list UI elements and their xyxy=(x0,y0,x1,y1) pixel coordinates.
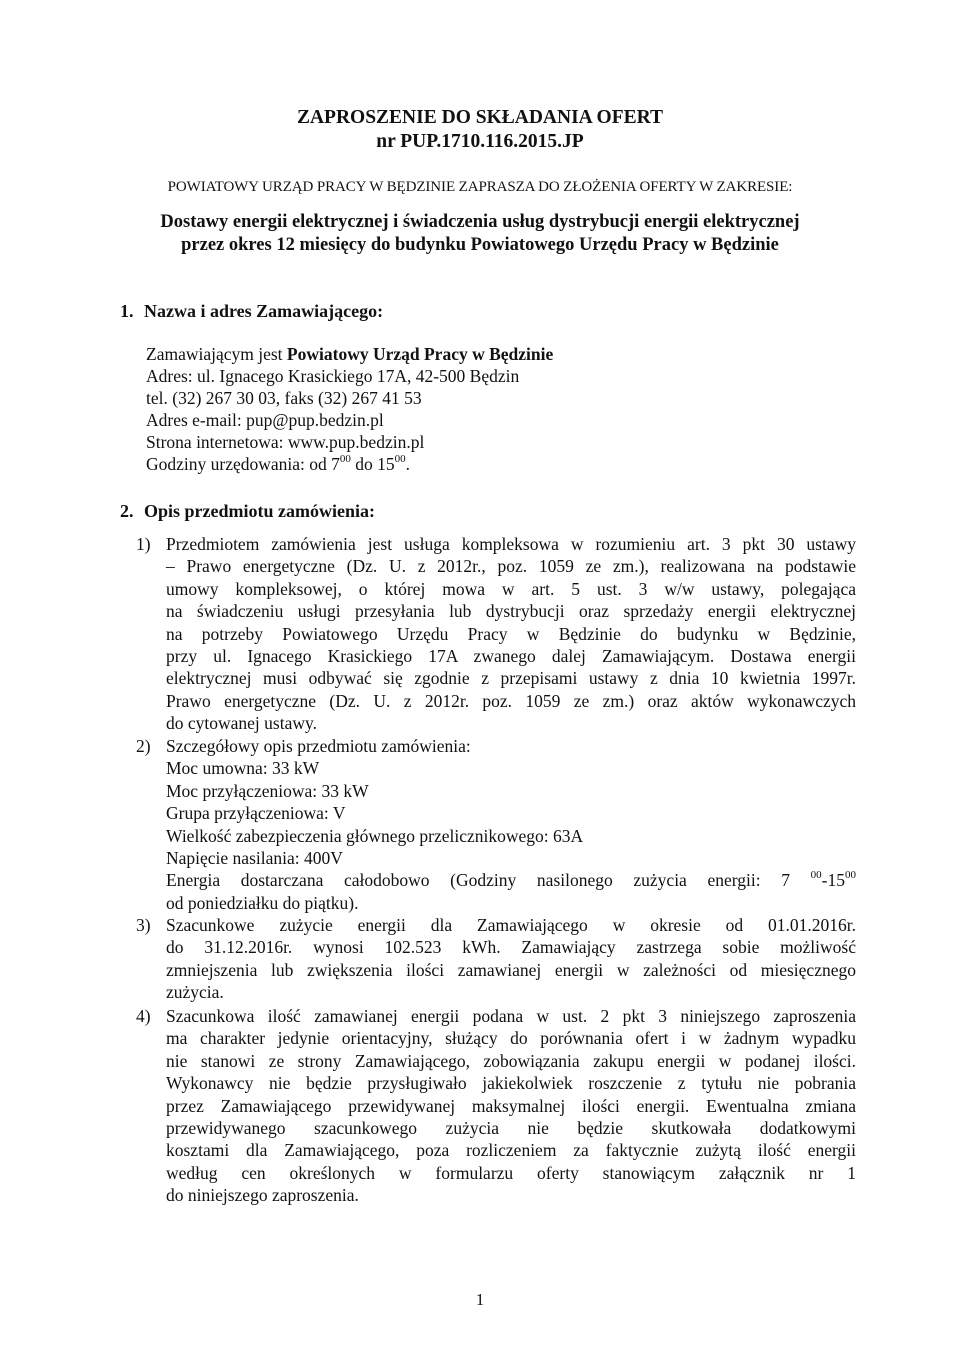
list-item-4-line: przez Zamawiającego przewidywanej maksymalnej ilości energii. Ewentualna zmiana xyxy=(166,1095,856,1116)
list-item-1-line: przy ul. Ignacego Krasickiego 17A zwanego dalej Zamawiającym. Dostawa energii xyxy=(166,646,856,667)
energy-hours-line xyxy=(166,869,856,891)
list-item-2-line: Szczegółowy opis przedmiotu zamówienia: xyxy=(166,736,471,756)
client-phone: tel. (32) 267 30 03, faks (32) 267 41 53 xyxy=(146,388,422,408)
scope-line-1: Dostawy energii elektrycznej i świadczenia usług dystrybucji energii elektrycznej xyxy=(160,212,800,232)
list-item-3-line: do 31.12.2016r. wynosi 102.523 kWh. Zamawiający zastrzega sobie możliwość xyxy=(166,937,856,958)
list-item-4-line: według cen określonych w formularzu oferty stanowiącym załącznik nr 1 xyxy=(166,1162,856,1183)
office-hours-prefix: Godziny urzędowania: od 7 xyxy=(146,454,340,474)
section-1-title: Nazwa i adres Zamawiającego: xyxy=(144,301,384,321)
list-item-2-line: Moc umowna: 33 kW xyxy=(166,758,320,779)
section-1-number: 1. xyxy=(120,301,134,321)
list-item-2-line: Napięcie nasilania: 400V xyxy=(166,848,343,869)
list-item-2-line: Wielkość zabezpieczenia głównego przelicznikowego: 63A xyxy=(166,825,584,846)
list-item-1-number: 1) xyxy=(136,534,151,554)
energy-hours-from-sup: 00 xyxy=(810,869,822,882)
list-item-2-line: od poniedziałku do piątku). xyxy=(166,892,359,913)
client-address: Adres: ul. Ignacego Krasickiego 17A, 42-500 Będzin xyxy=(146,366,520,386)
list-item-2 xyxy=(136,735,856,914)
section-2-heading xyxy=(120,500,375,522)
list-item-4-line: przewidywanego szacunkowego zużycia nie będzie skutkowała dodatkowymi xyxy=(166,1118,856,1139)
list-item-4-line: ma charakter jedynie orientacyjny, służący do porównania ofert i w żadnym wypadku xyxy=(166,1028,856,1049)
list-item-1-line: umowy kompleksowej, o której mowa w art. 5 ust. 3 w/w ustawy, polegająca xyxy=(166,578,856,599)
client-line xyxy=(146,343,553,365)
list-item-3-line: zużycia. xyxy=(166,982,224,1003)
list-item-1-line: do cytowanej ustawy. xyxy=(166,713,317,734)
office-hours xyxy=(146,453,410,475)
office-hours-to-sup: 00 xyxy=(394,453,406,465)
office-hours-from-sup: 00 xyxy=(339,453,351,465)
energy-hours-to-sup: 00 xyxy=(845,869,856,882)
list-item-4-line: kosztami dla Zamawiającego, poza rozliczeniem za faktycznie zużytą ilość energii xyxy=(166,1140,856,1161)
energy-hours-to: -15 xyxy=(821,870,845,891)
document-number: nr PUP.1710.116.2015.JP xyxy=(376,131,584,152)
list-item-4-line: nie stanowi ze strony Zamawiającego, zobowiązania zakupu energii w podanej ilości. xyxy=(166,1050,856,1071)
list-item-1-line: elektrycznej musi odbywać się zgodnie z przepisami ustawy z dnia 10 kwietnia 1997r. xyxy=(166,668,856,689)
list-item-4 xyxy=(136,1005,856,1207)
list-item-1-line: na świadczeniu usługi przesyłania lub dystrybucji oraz sprzedaży energii elektrycznej xyxy=(166,601,856,622)
list-item-1-line: Przedmiotem zamówienia jest usługa kompleksowa w rozumieniu art. 3 pkt 30 ustawy xyxy=(166,534,856,554)
list-item-4-line: Wykonawcy nie będzie przysługiwało jakiekolwiek roszczenie z tytułu nie pobrania xyxy=(166,1073,856,1094)
client-website: Strona internetowa: www.pup.bedzin.pl xyxy=(146,432,425,452)
list-item-1-line: na potrzeby Powiatowego Urzędu Pracy w Będzinie do budynku w Będzinie, xyxy=(166,623,856,644)
client-email: Adres e-mail: pup@pup.bedzin.pl xyxy=(146,410,384,430)
list-item-1 xyxy=(136,533,856,735)
office-hours-suffix: . xyxy=(405,454,411,474)
list-item-3-number: 3) xyxy=(136,915,151,935)
list-item-3 xyxy=(136,914,856,1004)
list-item-3-line: Szacunkowe zużycie energii dla Zamawiającego w okresie od 01.01.2016r. xyxy=(166,915,856,935)
client-prefix: Zamawiającym jest xyxy=(146,344,287,364)
list-item-1-line: Prawo energetyczne (Dz. U. z 2012r. poz. 1059 ze zm.) oraz aktów wykonawczych xyxy=(166,690,856,711)
list-item-4-line: do niniejszego zaproszenia. xyxy=(166,1185,359,1206)
list-item-1-line: – Prawo energetyczne (Dz. U. z 2012r., poz. 1059 ze zm.), realizowana na podstawie xyxy=(166,556,856,577)
section-2-number: 2. xyxy=(120,501,134,521)
invitation-subtitle: POWIATOWY URZĄD PRACY W BĘDZINIE ZAPRASZA DO ZŁOŻENIA OFERTY W ZAKRESIE: xyxy=(167,179,793,195)
section-2-title: Opis przedmiotu zamówienia: xyxy=(144,501,375,521)
list-item-2-line: Grupa przyłączeniowa: V xyxy=(166,803,346,824)
office-hours-middle: do 15 xyxy=(350,454,395,474)
document-title: ZAPROSZENIE DO SKŁADANIA OFERT xyxy=(296,107,664,128)
list-item-4-number: 4) xyxy=(136,1006,151,1026)
list-item-2-line: Moc przyłączeniowa: 33 kW xyxy=(166,780,369,801)
list-item-2-number: 2) xyxy=(136,736,151,756)
scope-line-2: przez okres 12 miesięcy do budynku Powiatowego Urzędu Pracy w Będzinie xyxy=(181,235,779,255)
client-name: Powiatowy Urząd Pracy w Będzinie xyxy=(286,344,554,364)
page-number: 1 xyxy=(475,1290,485,1309)
energy-hours-text: Energia dostarczana całodobowo (Godziny nasilonego zużycia energii: 7 xyxy=(166,870,791,891)
list-item-3-line: zmniejszenia lub zwiększenia ilości zamawianej energii w zależności od miesięcznego xyxy=(166,959,856,980)
section-1-heading xyxy=(120,300,383,322)
list-item-4-line: Szacunkowa ilość zamawianej energii podana w ust. 2 pkt 3 niniejszego zaproszenia xyxy=(166,1006,856,1026)
